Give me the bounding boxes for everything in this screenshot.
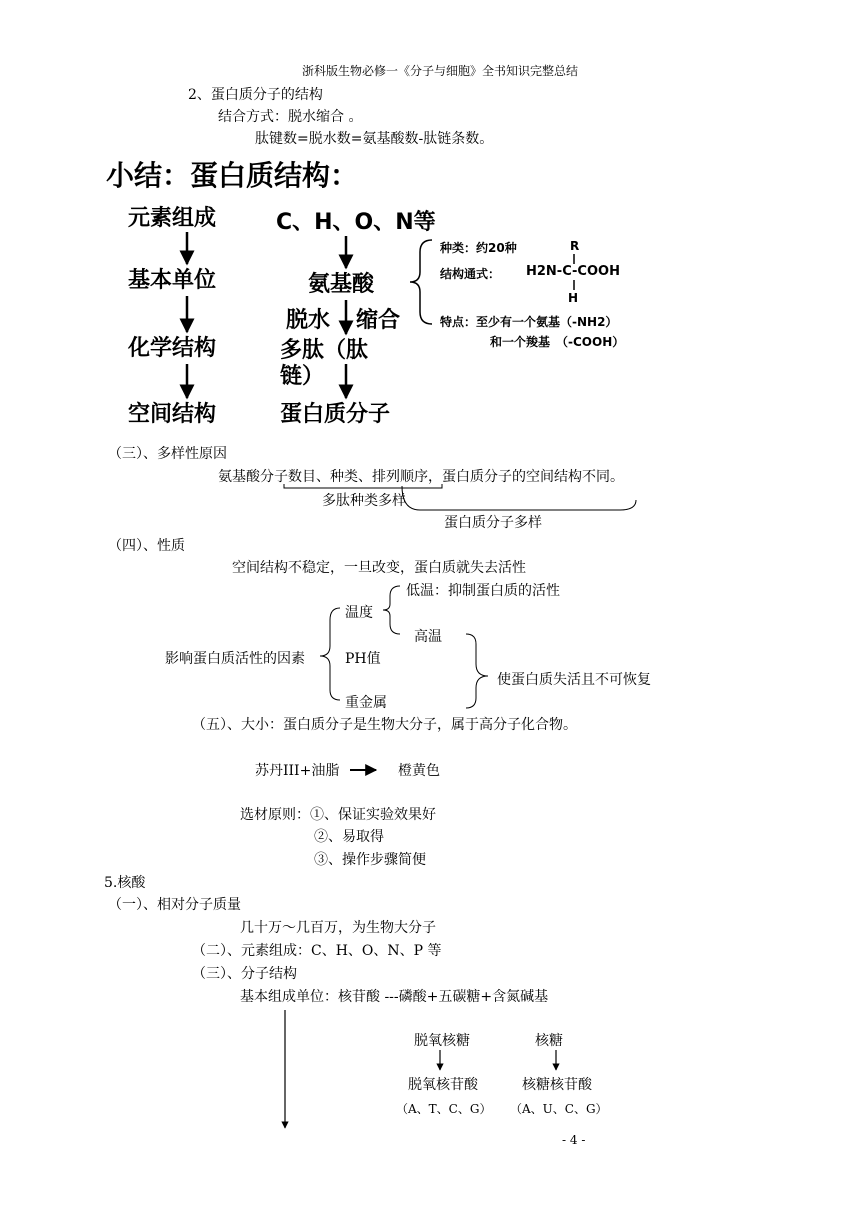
temperature: 温度 [345, 605, 373, 621]
feature-text: 特点：至少有一个氨基（-NH2） [440, 315, 618, 329]
unstable-text: 空间结构不稳定，一旦改变，蛋白质就失去活性 [232, 560, 526, 576]
page-number: - 4 - [562, 1133, 586, 1147]
deoxyribose: 脱氧核糖 [414, 1033, 470, 1049]
r-group: R [570, 239, 580, 253]
kinds-text: 种类：约20种 [440, 241, 517, 255]
polypeptide-1: 多肽（肽 [280, 338, 369, 363]
h-atom: H [568, 291, 579, 305]
section-heading: 2、蛋白质分子的结构 [188, 87, 323, 103]
general-formula: H2N-C-COOH [526, 264, 620, 279]
low-temp: 低温：抑制蛋白质的活性 [406, 583, 560, 599]
ribo-nucleotide: 核糖核苷酸 [522, 1077, 592, 1093]
label-chem: 化学结构 [128, 336, 217, 361]
factors-label: 影响蛋白质活性的因素 [165, 651, 305, 667]
label-space: 空间结构 [128, 402, 217, 427]
poly-diverse: 多肽种类多样 [322, 493, 406, 509]
elements-text: （二）、元素组成：C、H、O、N、P 等 [192, 943, 442, 959]
heavy-metal: 重金属 [345, 695, 387, 711]
sudan-left: 苏丹III+油脂 [255, 763, 340, 779]
nucleic-heading: 5.核酸 [104, 875, 146, 891]
principle-2: ②、易取得 [314, 829, 384, 845]
ribo-bases: （A、U、C、G） [510, 1102, 608, 1116]
principle-3: ③、操作步骤简便 [314, 852, 426, 868]
deoxy-nucleotide: 脱氧核苷酸 [408, 1077, 478, 1093]
property-heading: （四）、性质 [108, 538, 185, 554]
brace-temp [383, 586, 400, 634]
summary-title: 小结：蛋白质结构： [106, 159, 359, 192]
brace-protein [402, 486, 636, 510]
mass-text: 几十万～几百万，为生物大分子 [240, 920, 436, 936]
condense-label: 缩合 [356, 308, 401, 333]
high-temp: 高温 [414, 629, 442, 645]
dehydrate-label: 脱水 [286, 308, 331, 333]
general-label: 结构通式： [440, 267, 501, 281]
denature-text: 使蛋白质失活且不可恢复 [497, 672, 651, 688]
ribose: 核糖 [535, 1033, 563, 1049]
amino-acid: 氨基酸 [308, 272, 375, 297]
polypeptide-2: 链） [280, 364, 325, 389]
protein-diverse: 蛋白质分子多样 [444, 515, 542, 531]
formula-text: 肽键数=脱水数=氨基酸数-肽链条数。 [255, 131, 494, 147]
protein-molecule: 蛋白质分子 [280, 402, 391, 427]
structure-heading: （三）、分子结构 [192, 966, 297, 982]
feature-text-2: 和一个羧基 （-COOH） [490, 335, 625, 349]
size-text: （五）、大小：蛋白质分子是生物大分子，属于高分子化合物。 [192, 717, 577, 733]
sudan-right: 橙黄色 [398, 763, 440, 779]
unit-text: 基本组成单位：核苷酸 ---磷酸+五碳糖+含氮碱基 [240, 989, 549, 1005]
ph-value: PH值 [345, 651, 381, 667]
deoxy-bases: （A、T、C、G） [396, 1102, 492, 1116]
label-unit: 基本单位 [128, 268, 217, 293]
bond-text: 结合方式：脱水缩合 。 [218, 109, 363, 125]
principle-1: 选材原则：①、保证实验效果好 [240, 807, 436, 823]
brace-denature [466, 634, 488, 708]
elements-value: C、H、O、N等 [276, 210, 436, 235]
diversity-line: 氨基酸分子数目、种类、排列顺序，蛋白质分子的空间结构不同。 [218, 469, 624, 485]
bracket-poly [284, 484, 442, 488]
page-header: 浙科版生物必修一《分子与细胞》全书知识完整总结 [302, 64, 579, 78]
diversity-heading: （三）、多样性原因 [108, 446, 227, 462]
label-elements: 元素组成 [128, 206, 217, 231]
brace-factors [320, 608, 340, 700]
brace-amino [410, 240, 432, 324]
mass-heading: （一）、相对分子质量 [108, 897, 241, 913]
